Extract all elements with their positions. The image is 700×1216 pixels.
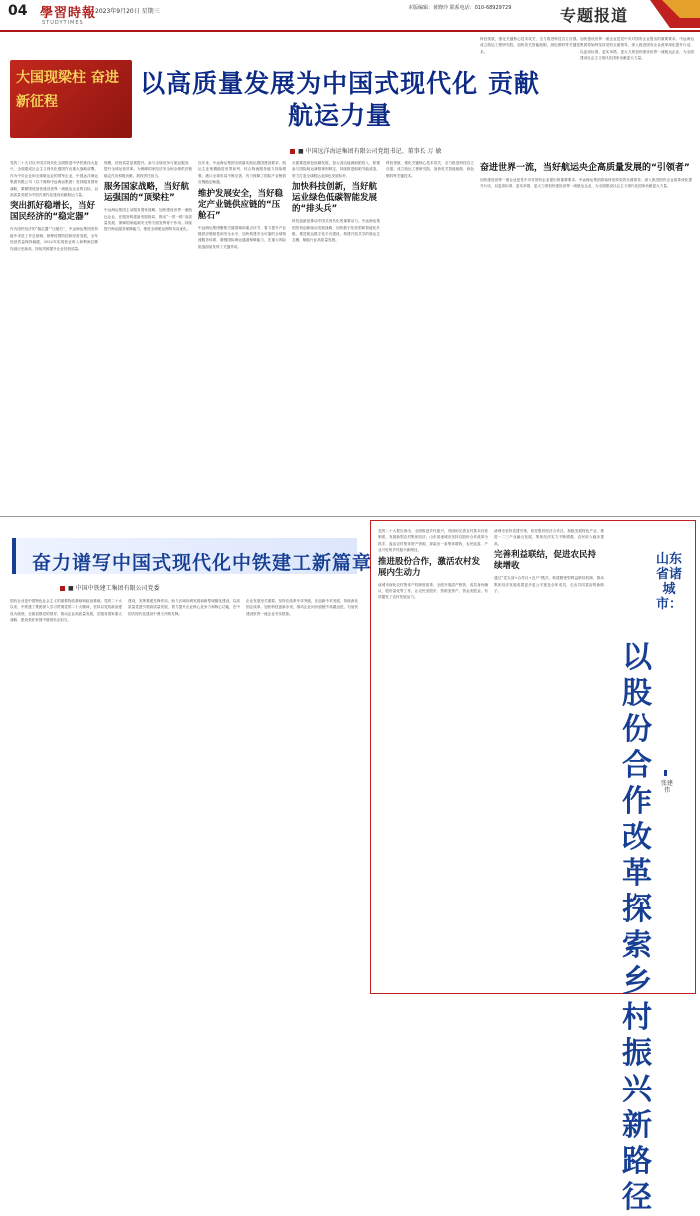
byline-2-text: ■ 中国中铁建工集团有限公司党委 [68, 585, 160, 592]
article3-col1-body2: 诸城市深化农村集体产权制度改革，全面开展清产核资、成员身份确认、股份量化等工作，让农民变股东、资源变资产、资金变股金，有效激发了农村发展活力。 [378, 582, 488, 600]
article3-subhead-2: 完善利益联结，促进农民持续增收 [494, 550, 597, 572]
article1-subhead-1: 突出抓好稳增长，当好国民经济的“稳定器” [10, 201, 96, 223]
paper-name-en: STUDYTIMES [42, 20, 84, 26]
section-divider [0, 516, 700, 517]
article1-col6 [480, 160, 692, 510]
article3-subhead-1: 推进股份合作，激活农村发展内生动力 [378, 556, 481, 578]
article1-col6-top-body: 加快建设世界一流企业是党中央对国有企业提出的重要要求。中远海运集团将始终坚持党的全面领导，深入推进国有企业改革深化提升行动，以更高标准、更实举措、更大力度加快建设世界一流航运企业，为全面建设社会主义现代化国家贡献更大力量。 [580, 37, 694, 61]
article1-col5-top [480, 36, 580, 156]
article3-col1 [378, 528, 488, 988]
article1-col3 [198, 160, 286, 510]
article1-col5-top-body: 科技领航，强化关键核心技术攻关，全力推进科技自立自强。成立航运工程研究院，加快攻关智能船舶、绿色燃料等关键技术。 [480, 37, 580, 54]
article1-subhead-3: 维护发展安全，当好稳定产业链供应链的“压舱石” [198, 188, 284, 221]
byline-1-text: ■ 中国远洋海运集团有限公司党组书记、董事长 万 敏 [298, 148, 442, 155]
article1-col2-body2: 中远海运集团主动服务国家战略，加快建设世界一流航运企业，在服务构建新发展格局、推动“一带一路”高质量发展、保障国家能源安全等方面发挥骨干作用。持续提升海运服务保障能力，推进全球航运网络布局优化。 [104, 208, 192, 232]
paper-name: 學習時報 [40, 6, 97, 21]
section-ribbon-icon [640, 0, 700, 30]
headline-3: 以股份合作改革探索乡村振兴新路径 [622, 640, 652, 1215]
article2-col2-body: 建设，发挥基建先锋作用，助力区域协调发展和新型城镇化建设。以高质量党建引领高质量发展，着力提升企业核心竞争力和核心功能，在中国式现代化建设中勇当开路先锋。 [128, 599, 240, 616]
author-3: 张建伟 [660, 780, 673, 794]
article3-col1-body: 党的二十大报告指出，全面推进乡村振兴，巩固和完善农村基本经营制度，发展新型农村集体经济。山东省诸城市坚持以股份合作改革为抓手，盘活农村集体资产资源，探索出一条集体增收、农民致富、产业兴旺的乡村振兴新路径。 [378, 529, 488, 553]
red-square-icon [290, 149, 295, 154]
article1-col4-body: 全面推进绿色低碳发展，加大清洁能源船舶投入，积极参与国际航运减排规则制定，持续推进船舶节能改造，努力打造全球航运业绿色发展标杆。 [292, 161, 380, 178]
headline-3-kicker: 山东省诸城市： [655, 552, 682, 612]
article3-col2-body2: 通过“党支部+合作社+农户”模式，构建紧密型利益联结机制，推动集体经济发展成果更多更公平惠及全体成员，走出共同富裕的新路子。 [494, 576, 604, 594]
article2-col1-body: 国有企业是中国特色社会主义的重要物质基础和政治基础。党的二十大以来，中铁建工集团深入学习贯彻党的二十大精神，坚持以党的政治建设为统领，全面加强党的领导，推动企业高质量发展，在服务国家重大战略、建设美好家园中展现央企担当。 [10, 599, 122, 623]
article1-col6-body: 加快建设世界一流企业是党中央对国有企业提出的重要要求。中远海运集团将始终坚持党的全面领导，深入推进国有企业改革深化提升行动，以更高标准、更实举措、更大力度加快建设世界一流航运企业，为全面建设社会主义现代化国家贡献更大力量。 [480, 178, 692, 189]
article1-col5-body: 科技领航，强化关键核心技术攻关，全力推进科技自立自强。成立航运工程研究院，加快攻关智能船舶、绿色燃料等关键技术。 [386, 161, 474, 178]
article1-col3-body: 近年来，中远海运集团全面落实航运强国建设要求，航运主业规模稳居世界前列，综合物流服务能力持续增强，港口全球布局不断完善，有力保障了国际产业链供应链稳定畅通。 [198, 161, 286, 185]
top-rule [0, 30, 700, 32]
article1-col1-lead: 党的二十大对以中国式现代化全面推进中华民族伟大复兴，全面建成社会主义现代化强国作出重大战略部署。作为中央企业和全球航运业的领军企业，中国远洋海运集团有限公司（以下简称中远海运集团）坚持服务国家战略，紧紧围绕加快建设世界一流航运企业的目标，以高质量发展为中国式现代化建设贡献航运力量。 [10, 161, 98, 198]
article2-col1 [10, 598, 122, 994]
article1-subhead-2: 服务国家战略，当好航运强国的“顶梁柱” [104, 182, 190, 204]
article1-col2-body: 规模，经营质量显著提升。参与全球竞争与航运服务，提升全球运营效率。为保障国家经济安全和全球供应链稳定作出积极贡献，展现责任担当。 [104, 161, 192, 178]
article3-col2 [494, 528, 604, 988]
article1-col3-body2: 中远海运集团聚焦关键领域和重点环节，着力提升产业链供应链韧性和安全水平，加快构建安全可靠的全球物流服务体系，增强国际海运通道保障能力，在重大风险挑战面前发挥了关键作用。 [198, 225, 286, 249]
article2-col3-body: 企业发展至关重要。坚持在改革中求突破、在创新中求发展，持续深化国企改革，加快科技创新步伐，推动企业向价值链中高端迈进，为加快建设世界一流企业夯实根基。 [246, 599, 358, 616]
section-title: 专题报道 [560, 6, 629, 25]
article1-subhead-5: 奋进世界一流，当好航运央企高质量发展的“引领者” [480, 163, 690, 173]
byline-1 [290, 146, 441, 155]
banner-logo-text: 大国现梁柱 奋进新征程 [16, 70, 119, 110]
article2-col2 [128, 598, 240, 994]
headline-1: 以高质量发展为中国式现代化 贡献航运力量 [140, 69, 540, 130]
article1-col2 [104, 160, 192, 510]
banner-logo [10, 60, 132, 138]
editor-line: 本版编辑：黄晓玲 联系电话：010-68929729 [408, 5, 512, 11]
article1-subhead-4: 加快科技创新，当好航运业绿色低碳智能发展的“排头兵” [292, 182, 378, 215]
issue-date: 2023年9月20日 星期三 [95, 8, 160, 15]
byline-2 [60, 583, 160, 592]
author-marker-icon [664, 770, 667, 776]
red-square-icon [60, 586, 65, 591]
article1-col6-top [580, 36, 694, 162]
article2-col3 [246, 598, 358, 994]
page-number: 04 [8, 3, 28, 19]
headline-2: 奋力谱写中国式现代化中铁建工新篇章 [32, 552, 373, 574]
article3-col2-body: 诸城市坚持党建引领，依托股份经济合作社，积极发展特色产业，推进一二三产业融合发展，集体经济实力不断增强，农民收入稳步提高。 [494, 529, 604, 546]
article1-col1 [10, 160, 98, 510]
article1-col4 [292, 160, 380, 510]
article1-col5 [386, 160, 474, 510]
article1-col1-body: 作为国民经济的“稳定器”“压舱石”，中远海运集团坚持稳中求进工作总基调，统筹疫情防控和经营发展，全年经营效益保持稳健，2022年实现营业收入和利润总额均创历史新高，持续巩固提升企业经营质量。 [10, 227, 98, 251]
article1-col4-body2: 科技创新是推动中国式现代化的重要动力。中远海运集团坚持创新驱动发展战略，加快数字化转型和智能化升级，推进航运数字化平台建设，构建开放共享的航运生态圈，赋能行业高质量发展。 [292, 219, 380, 243]
